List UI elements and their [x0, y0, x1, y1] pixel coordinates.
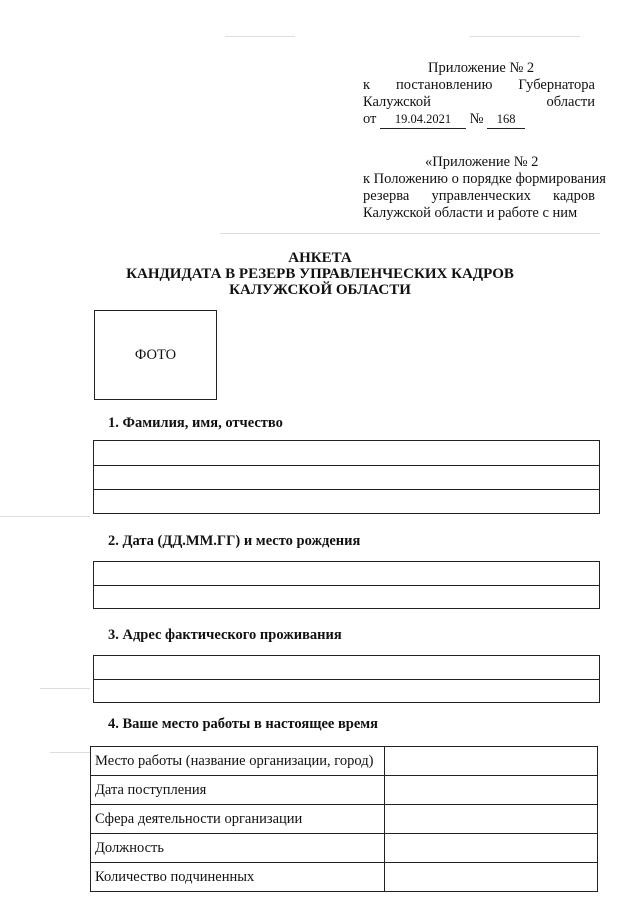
photo-label: ФОТО	[134, 346, 177, 363]
scan-artifact	[50, 752, 90, 753]
header-oblast: области	[546, 94, 595, 110]
scan-artifact	[225, 36, 295, 37]
appendix-regulation: к Положению о порядке формирования	[363, 171, 606, 187]
address-fields	[93, 655, 600, 703]
appendix-word-2: управленческих	[431, 188, 531, 204]
table-row	[91, 776, 598, 805]
appendix-word-3: кадров	[553, 188, 595, 204]
scan-artifact	[0, 516, 90, 517]
work-value-field[interactable]	[385, 747, 598, 776]
header-governor: Губернатора	[518, 77, 595, 93]
work-table	[90, 746, 598, 892]
table-row	[91, 863, 598, 892]
work-value-field[interactable]	[385, 834, 598, 863]
appendix-reserve-line	[363, 188, 595, 205]
doc-title: АНКЕТА	[288, 250, 352, 266]
appendix-word-1: резерва	[363, 188, 410, 204]
appendix-number: «Приложение № 2	[425, 154, 539, 170]
header-appendix-number: Приложение № 2	[428, 60, 535, 76]
header-k: к	[363, 77, 371, 93]
header-kaluga: Калужской	[363, 94, 431, 110]
work-label: Место работы (название организации, город)	[91, 747, 385, 776]
scan-artifact	[40, 688, 90, 689]
birth-fields	[93, 561, 600, 609]
address-field-2[interactable]	[94, 680, 599, 702]
photo-box[interactable]	[94, 310, 217, 400]
doc-subtitle: КАНДИДАТА В РЕЗЕРВ УПРАВЛЕНЧЕСКИХ КАДРОВ	[126, 266, 514, 282]
fio-field-2[interactable]	[94, 466, 599, 489]
date-value: 19.04.2021	[380, 111, 466, 129]
work-label: Дата поступления	[91, 776, 385, 805]
work-label: Сфера деятельности организации	[91, 805, 385, 834]
header-date-line	[363, 111, 525, 129]
header-decree: постановлению	[395, 77, 493, 93]
number-value: 168	[487, 111, 525, 129]
section-4-heading: 4. Ваше место работы в настоящее время	[108, 716, 378, 732]
work-value-field[interactable]	[385, 805, 598, 834]
header-region-line	[363, 94, 595, 111]
birth-date-field[interactable]	[94, 562, 599, 584]
section-1-heading: 1. Фамилия, имя, отчество	[108, 415, 283, 431]
work-label: Должность	[91, 834, 385, 863]
work-value-field[interactable]	[385, 863, 598, 892]
number-sign: №	[469, 111, 484, 127]
scan-artifact	[220, 233, 600, 234]
table-row	[91, 805, 598, 834]
header-decree-line	[363, 77, 595, 94]
fio-field-3[interactable]	[94, 490, 599, 513]
scan-artifact	[470, 36, 580, 37]
address-field-1[interactable]	[94, 656, 599, 678]
work-value-field[interactable]	[385, 776, 598, 805]
date-prefix: от	[363, 111, 377, 127]
appendix-region-work: Калужской области и работе с ним	[363, 205, 578, 221]
work-label: Количество подчиненных	[91, 863, 385, 892]
doc-subtitle-region: КАЛУЖСКОЙ ОБЛАСТИ	[229, 282, 411, 298]
section-2-heading: 2. Дата (ДД.ММ.ГГ) и место рождения	[108, 533, 361, 549]
birth-place-field[interactable]	[94, 586, 599, 608]
table-row	[91, 747, 598, 776]
fio-fields	[93, 440, 600, 514]
fio-field-1[interactable]	[94, 441, 599, 464]
table-row	[91, 834, 598, 863]
section-3-heading: 3. Адрес фактического проживания	[108, 627, 342, 643]
